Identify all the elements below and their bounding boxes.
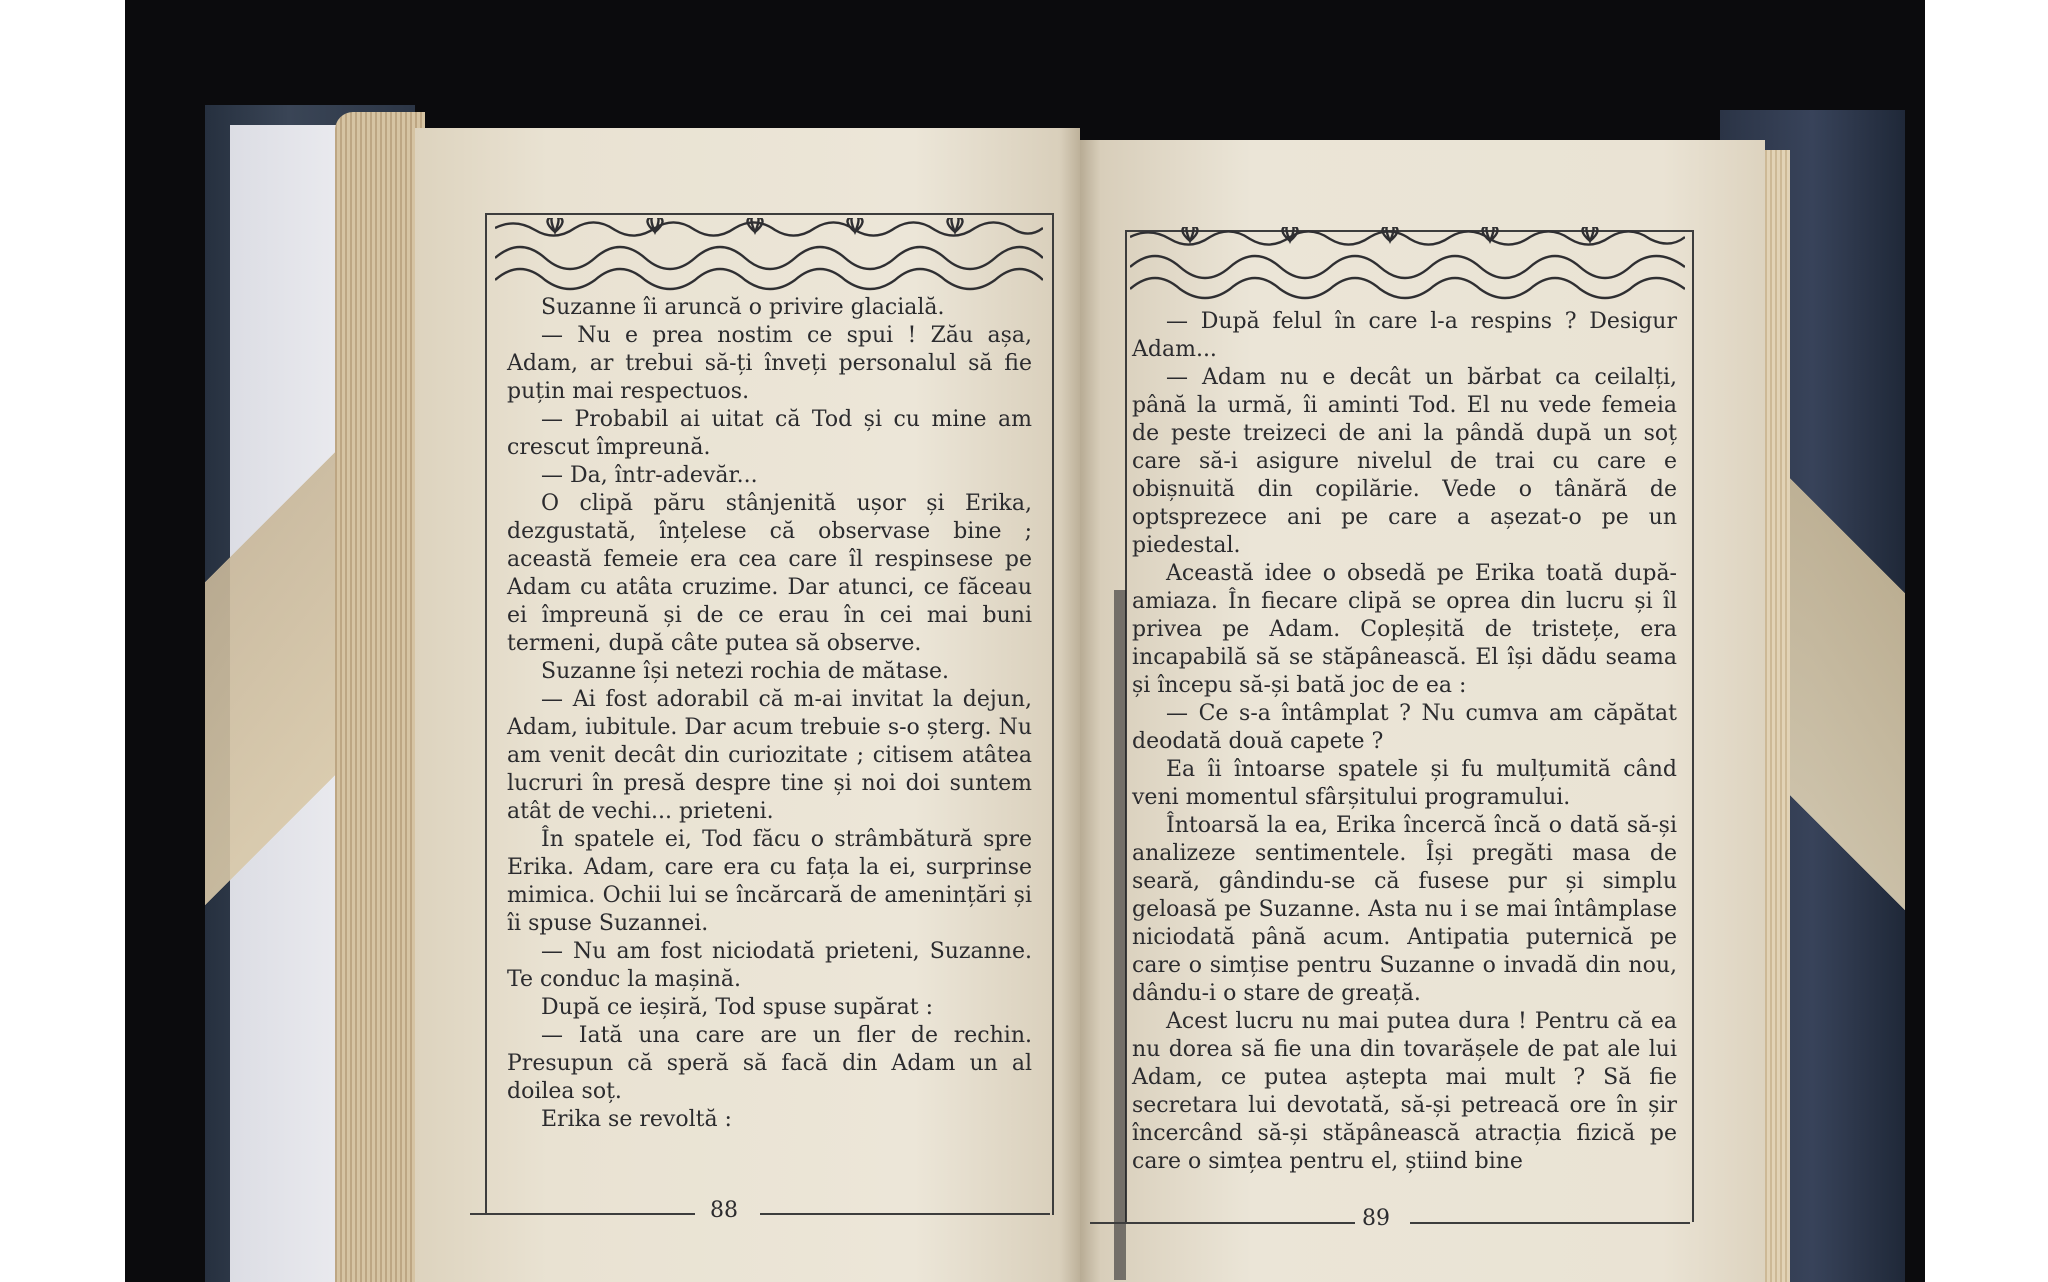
right-page — [1080, 140, 1765, 1282]
left-page-ornament — [495, 218, 1043, 292]
paragraph: Acest lucru nu mai putea dura ! Pentru că ea nu dorea să fie una din tovarășele de pat ale lui Adam, ce putea aștepta mai mult ? Să fie secretara lui devotată, să-și petreacă ore în șir încercând să-și stăpânească atracția fizică pe care o simțea pentru el, știind bine — [1132, 1009, 1677, 1174]
paragraph: — Da, într-adevăr... — [541, 463, 758, 488]
left-footer-rule-a — [470, 1213, 695, 1215]
cover-corner-left — [205, 130, 345, 1282]
paragraph: Suzanne își netezi rochia de mătase. — [541, 659, 950, 684]
paragraph: — Ai fost adorabil că m-ai invitat la dejun, Adam, iubitule. Dar acum trebuie s-o șterg. Nu am venit decât din curiozitate ; citisem atâtea lucruri în presă despre tine și noi doi suntem atât de vechi... prieteni. — [507, 687, 1032, 824]
paragraph: — Iată una care are un fler de rechin. Presupun că speră să facă din Adam un al doilea soț. — [507, 1023, 1032, 1104]
right-footer-rule-a — [1090, 1222, 1355, 1224]
page-edges-left — [335, 112, 425, 1282]
right-page-text — [1132, 308, 1677, 1176]
page-number-left: 88 — [710, 1198, 738, 1223]
page-number-right: 89 — [1362, 1206, 1390, 1231]
right-page-ornament — [1130, 227, 1685, 301]
paragraph: — Nu am fost niciodată prieteni, Suzanne. Te conduc la mașină. — [507, 939, 1032, 992]
paragraph: Această idee o obsedă pe Erika toată după-amiaza. În fiecare clipă se oprea din lucru și îl privea pe Adam. Copleșită de tristețe, era incapabilă să se stăpânească. El își dădu seama și începu să-și bată joc de ea : — [1132, 561, 1677, 698]
left-page-text — [507, 294, 1032, 1134]
paragraph: — Adam nu e decât un bărbat ca ceilalți, până la urmă, îi aminti Tod. El nu vede femeia de peste treizeci de ani la pândă după un soț care să-i asigure nivelul de trai cu care e obișnuită din copilărie. Vede o tânără de optsprezece ani pe care a așezat-o pe un piedestal. — [1132, 365, 1677, 558]
paragraph: Suzanne îi aruncă o privire glacială. — [541, 295, 945, 320]
paragraph: — După felul în care l-a respins ? Desigur Adam... — [1132, 309, 1677, 362]
paragraph: — Nu e prea nostim ce spui ! Zău așa, Adam, ar trebui să-ți înveți personalul să fie puțin mai respectuos. — [507, 323, 1032, 404]
right-footer-rule-b — [1410, 1222, 1690, 1224]
paragraph: După ce ieșiră, Tod spuse supărat : — [541, 995, 934, 1020]
paragraph: — Probabil ai uitat că Tod și cu mine am crescut împreună. — [507, 407, 1032, 460]
cover-corner-right — [1770, 150, 1905, 1282]
scan-shadow-gutter — [1114, 590, 1126, 1280]
paragraph: O clipă păru stânjenită ușor și Erika, dezgustată, înțelese că observase bine ; această femeie era cea care îl respinsese pe Adam cu atâta cruzime. Dar atunci, ce făceau ei împreună și de ce erau în cei mai buni termeni, după câte putea să observe. — [507, 491, 1032, 656]
paragraph: — Ce s-a întâmplat ? Nu cumva am căpătat deodată două capete ? — [1132, 701, 1677, 754]
paragraph: În spatele ei, Tod făcu o strâmbătură spre Erika. Adam, care era cu fața la ei, surprinse mimica. Ochii lui se încărcară de amenințări și îi spuse Suzannei. — [507, 827, 1032, 936]
left-page — [415, 128, 1080, 1282]
paragraph: Ea îi întoarse spatele și fu mulțumită când veni momentul sfârșitului programului. — [1132, 757, 1677, 810]
paragraph: Erika se revoltă : — [541, 1107, 732, 1132]
paragraph: Întoarsă la ea, Erika încercă încă o dată să-și analizeze sentimentele. Își pregăti masa de seară, gândindu-se că fusese pur și simplu geloasă pe Suzanne. Asta nu i se mai întâmplase niciodată până acum. Antipatia puternică pe care o simțise pentru Suzanne o invadă din nou, dându-i o stare de greață. — [1132, 813, 1677, 1006]
left-footer-rule-b — [760, 1213, 1050, 1215]
